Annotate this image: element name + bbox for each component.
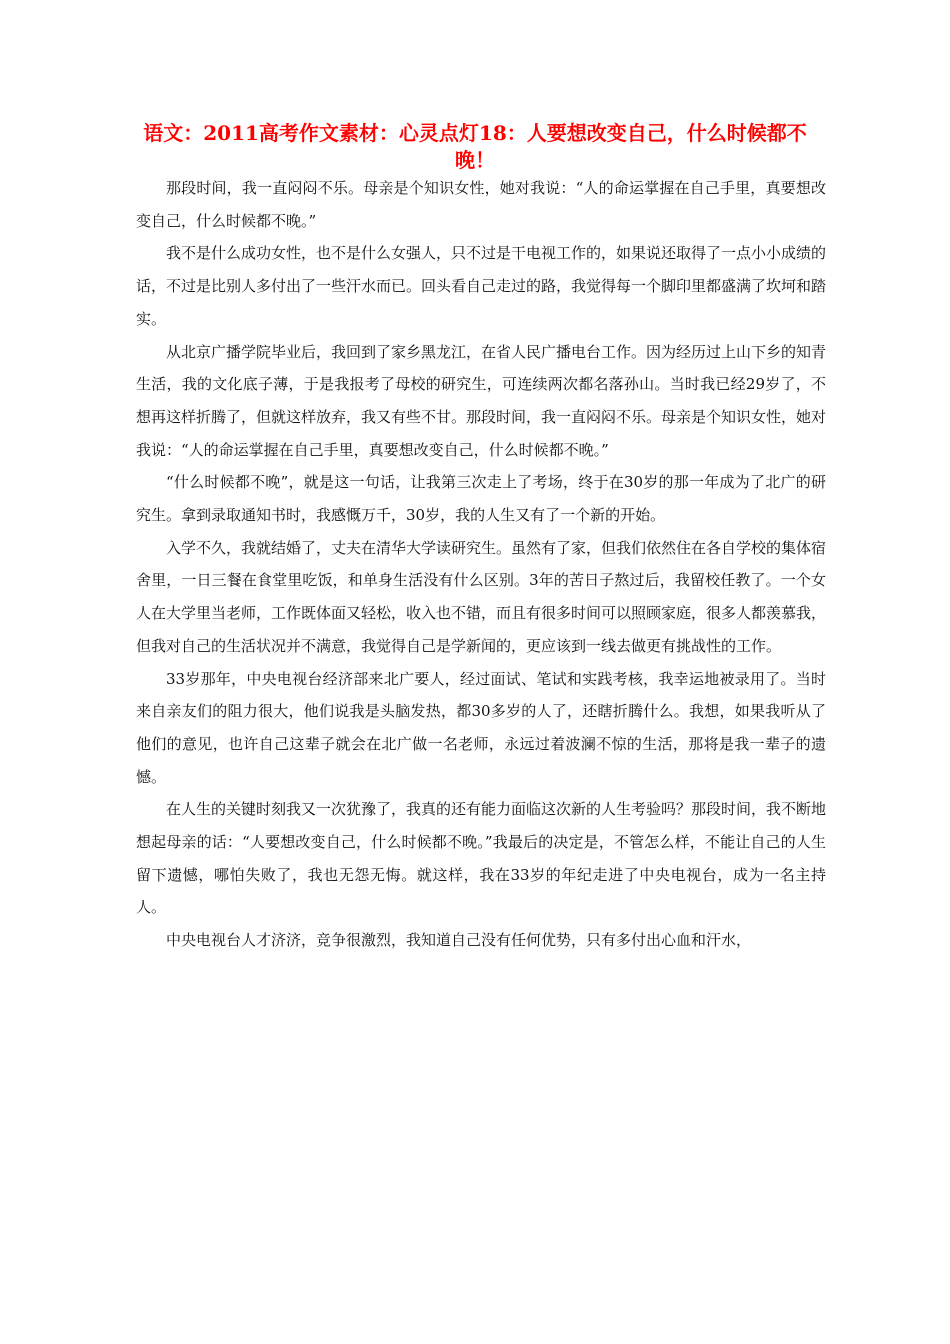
paragraph: “什么时候都不晚”，就是这一句话，让我第三次走上了考场，终于在30岁的那一年成为了北广的研究生。拿到录取通知书时，我感慨万千，30岁，我的人生又有了一个新的开始。 [136,473,826,525]
paragraph: 中央电视台人才济济，竞争很激烈，我知道自己没有任何优势，只有多付出心血和汗水， [166,931,752,950]
paragraph: 从北京广播学院毕业后，我回到了家乡黑龙江，在省人民广播电台工作。因为经历过上山下乡的知青生活，我的文化底子薄，于是我报考了母校的研究生，可连续两次都名落孙山。当时我已经29岁了，不想再这样折腾了，但就这样放弃，我又有些不甘。那段时间，我一直闷闷不乐。母亲是个知识女性，她对我说：“人的命运掌握在自己手里，真要想改变自己，什么时候都不晚。” [136,342,827,459]
document-title: 语文：2011高考作文素材：心灵点灯18：人要想改变自己，什么时候都不晚！ [143,121,807,172]
paragraph: 33岁那年，中央电视台经济部来北广要人，经过面试、笔试和实践考核，我幸运地被录用了。当时来自亲友们的阻力很大，他们说我是头脑发热，都30多岁的人了，还瞎折腾什么。我想，如果我听从了他们的意见，也许自己这辈子就会在北广做一名老师，永远过着波澜不惊的生活，那将是我一辈子的遗憾。 [136,669,826,786]
paragraph: 我不是什么成功女性，也不是什么女强人，只不过是干电视工作的，如果说还取得了一点小小成绩的话，不过是比别人多付出了一些汗水而已。回头看自己走过的路，我觉得每一个脚印里都盛满了坎坷和踏实。 [136,244,827,328]
paragraph: 那段时间，我一直闷闷不乐。母亲是个知识女性，她对我说：“人的命运掌握在自己手里，真要想改变自己，什么时候都不晚。” [136,179,826,230]
paragraph: 入学不久，我就结婚了，丈夫在清华大学读研究生。虽然有了家，但我们依然住在各自学校的集体宿舍里，一日三餐在食堂里吃饭，和单身生活没有什么区别。3年的苦日子熬过后，我留校任教了。一个女人在大学里当老师，工作既体面又轻松，收入也不错，而且有很多时间可以照顾家庭，很多人都羡慕我，但我对自己的生活状况并不满意，我觉得自己是学新闻的，更应该到一线去做更有挑战性的工作。 [136,538,827,655]
paragraph: 在人生的关键时刻我又一次犹豫了，我真的还有能力面临这次新的人生考验吗？那段时间，我不断地想起母亲的话：“人要想改变自己，什么时候都不晚。”我最后的决定是，不管怎么样，不能让自己的人生留下遗憾，哪怕失败了，我也无怨无悔。就这样，我在33岁的年纪走进了中央电视台，成为一名主持人。 [136,800,827,917]
document-body [136,172,826,957]
